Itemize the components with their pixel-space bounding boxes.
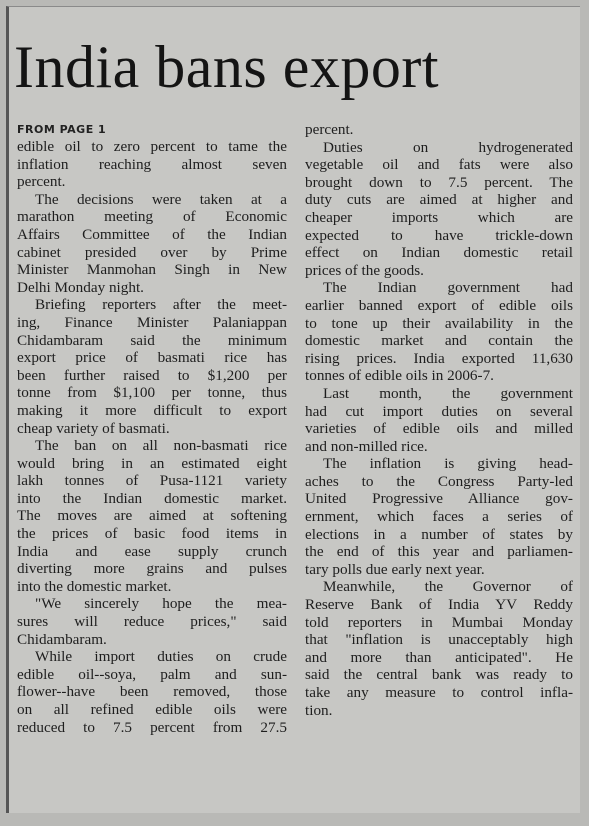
text-line: varieties of edible oils and milled xyxy=(305,420,573,438)
text-line: export price of basmati rice has xyxy=(17,349,287,367)
text-line: the prices of basic food items in xyxy=(17,525,287,543)
text-line: cheaper imports which are xyxy=(305,208,573,226)
text-line: that "inflation is unacceptably high xyxy=(305,631,573,649)
text-line: rising prices. India exported 11,630 xyxy=(305,349,573,367)
text-line: inflation reaching almost seven xyxy=(17,155,287,173)
text-line: ernment, which faces a series of xyxy=(305,508,573,526)
text-line: tary polls due early next year. xyxy=(305,560,485,578)
text-line: on all refined edible oils were xyxy=(17,701,287,718)
text-line: marathon meeting of Economic xyxy=(17,208,287,226)
text-line: The Indian government had xyxy=(323,279,573,297)
text-line: cheap variety of basmati. xyxy=(17,419,170,437)
text-line: India and ease supply crunch xyxy=(17,542,287,560)
text-line: "We sincerely hope the mea- xyxy=(35,595,287,613)
article-headline: India bans export xyxy=(14,34,440,100)
text-line: into the Indian domestic market. xyxy=(17,489,287,507)
text-line: Affairs Committee of the Indian xyxy=(17,225,287,243)
text-line: aches to the Congress Party-led xyxy=(305,472,573,490)
text-line: lakh tonnes of Pusa-1121 variety xyxy=(17,472,287,490)
text-line: said the central bank was ready to xyxy=(305,666,573,684)
text-line: diverting more grains and pulses xyxy=(17,560,287,578)
column-left-text xyxy=(17,138,287,736)
text-line: vegetable oil and fats were also xyxy=(305,156,573,174)
column-right-text xyxy=(305,121,573,719)
text-line: percent. xyxy=(17,173,66,191)
text-line: expected to have trickle-down xyxy=(305,226,573,244)
text-line: The decisions were taken at a xyxy=(35,190,287,208)
text-line: sures will reduce prices," said xyxy=(17,613,287,631)
text-line: percent. xyxy=(305,121,354,138)
text-line: Chidambaram said the minimum xyxy=(17,331,287,349)
text-line: making it more difficult to export xyxy=(17,401,287,419)
text-line: edible oil to zero percent to tame the xyxy=(17,138,287,155)
text-line: tonnes of edible oils in 2006-7. xyxy=(305,367,494,385)
text-line: earlier banned export of edible oils xyxy=(305,296,573,314)
text-line: Minister Manmohan Singh in New xyxy=(17,261,287,279)
text-line: take any measure to control infla- xyxy=(305,684,573,701)
text-line: Duties on hydrogenerated xyxy=(323,138,573,156)
text-line: and non-milled rice. xyxy=(305,437,428,455)
text-line: the end of this year and parliamen- xyxy=(305,543,573,561)
text-line: Chidambaram. xyxy=(17,630,107,648)
text-line: to tone up their availability in the xyxy=(305,314,573,332)
text-line: tonne from $1,100 per tonne, thus xyxy=(17,384,287,402)
text-line: The ban on all non-basmati rice xyxy=(35,437,287,455)
text-line: Reserve Bank of India YV Reddy xyxy=(305,596,573,614)
text-line: Delhi Monday night. xyxy=(17,278,144,296)
text-line: ing, Finance Minister Palaniappan xyxy=(17,313,287,331)
text-line: United Progressive Alliance gov- xyxy=(305,490,573,508)
text-line: reduced to 7.5 percent from 27.5 xyxy=(17,718,287,736)
article-column-right xyxy=(305,121,573,719)
text-line: The inflation is giving head- xyxy=(323,455,573,473)
text-line: had cut import duties on several xyxy=(305,402,573,420)
text-line: would bring in an estimated eight xyxy=(17,454,287,472)
text-line: domestic market and contain the xyxy=(305,332,573,350)
text-line: The moves are aimed at softening xyxy=(17,507,287,525)
text-line: Briefing reporters after the meet- xyxy=(35,296,287,314)
text-line: brought down to 7.5 percent. The xyxy=(305,173,573,191)
text-line: cabinet presided over by Prime xyxy=(17,243,287,261)
text-line: Last month, the government xyxy=(323,384,573,402)
continuation-kicker: FROM PAGE 1 xyxy=(17,123,107,136)
text-line: tion. xyxy=(305,701,333,719)
text-line: been further raised to $1,200 per xyxy=(17,366,287,384)
text-line: flower--have been removed, those xyxy=(17,683,287,701)
text-line: duty cuts are aimed at higher and xyxy=(305,191,573,209)
text-line: Meanwhile, the Governor of xyxy=(323,578,573,596)
text-line: edible oil--soya, palm and sun- xyxy=(17,665,287,683)
text-line: While import duties on crude xyxy=(35,648,287,666)
text-line: into the domestic market. xyxy=(17,577,172,595)
text-line: and more than anticipated". He xyxy=(305,648,573,666)
text-line: effect on Indian domestic retail xyxy=(305,244,573,262)
text-line: elections in a number of states by xyxy=(305,525,573,543)
text-line: prices of the goods. xyxy=(305,261,424,279)
text-line: told reporters in Mumbai Monday xyxy=(305,613,573,631)
article-column-left xyxy=(17,121,287,736)
